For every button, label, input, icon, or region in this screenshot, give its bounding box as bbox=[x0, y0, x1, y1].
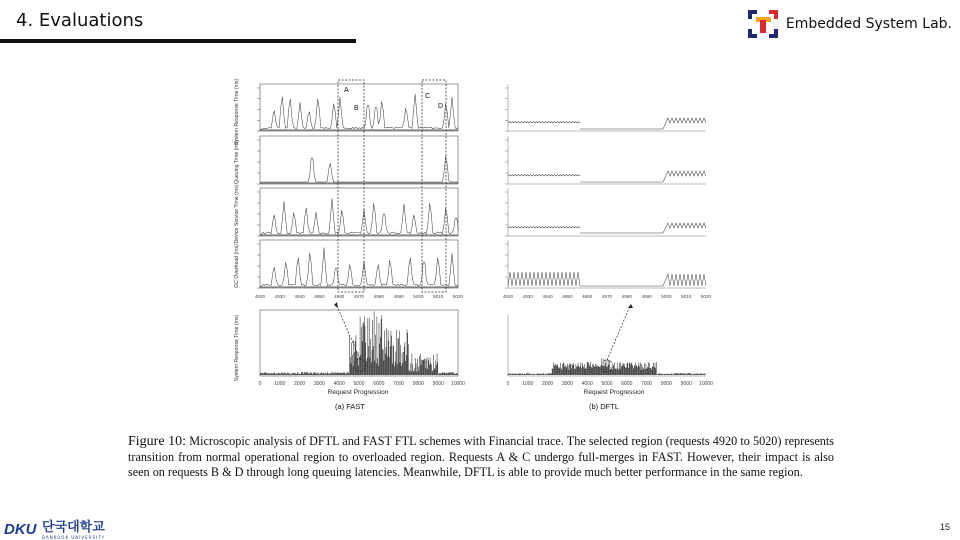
dftl-zoom-xtick-4: 4960 bbox=[582, 294, 593, 299]
dftl-overview-xtick-7: 7000 bbox=[641, 381, 653, 387]
fast-overview-xtick-2: 2000 bbox=[294, 381, 306, 387]
dftl-xlabel: Request Progression bbox=[583, 389, 645, 396]
fast-zoom-arrow bbox=[336, 304, 360, 359]
fast-overview-xtick-10: 10000 bbox=[451, 381, 465, 387]
university-english-name: DANKOOK UNIVERSITY bbox=[42, 535, 106, 540]
fast-zoom-xtick-7: 4990 bbox=[393, 294, 404, 299]
university-logo bbox=[4, 516, 105, 540]
fast-zoom-xtick-10: 5020 bbox=[452, 294, 464, 299]
fast-overview-xtick-6: 6000 bbox=[373, 381, 385, 387]
dftl-zoom-xtick-9: 5010 bbox=[681, 294, 692, 299]
fast-ylabel-gc: GC Overhead (ms) bbox=[234, 244, 240, 288]
fast-overview-xtick-9: 9000 bbox=[432, 381, 444, 387]
fast-ylabel-response: System Response Time (ms) bbox=[234, 78, 240, 146]
fast-zoom-xtick-6: 4980 bbox=[373, 294, 384, 299]
dftl-sublabel: (b) DFTL bbox=[589, 402, 619, 411]
dftl-zoom-region-circle bbox=[601, 360, 613, 372]
lab-name: Embedded System Lab. bbox=[785, 16, 952, 32]
fast-zoom-xtick-4: 4960 bbox=[334, 294, 345, 299]
dftl-overview-xtick-8: 8000 bbox=[660, 381, 672, 387]
fast-panel bbox=[255, 80, 465, 387]
fast-zoom-frame-3 bbox=[260, 240, 458, 288]
caption-label: Figure 10: bbox=[128, 434, 187, 449]
dftl-trace-0 bbox=[508, 118, 706, 129]
dftl-zoom-xtick-0: 4920 bbox=[502, 294, 514, 299]
dftl-trace-1 bbox=[508, 171, 706, 182]
dftl-overview-xtick-6: 6000 bbox=[621, 381, 633, 387]
fast-zoom-frame-2 bbox=[260, 188, 458, 236]
region-label-a: A bbox=[344, 87, 349, 94]
dftl-zoom-arrow bbox=[607, 306, 630, 360]
dftl-zoom-xtick-10: 5020 bbox=[700, 294, 712, 299]
fast-overview-xtick-3: 3000 bbox=[313, 381, 325, 387]
title-underline bbox=[0, 39, 356, 43]
fast-overview-xtick-0: 0 bbox=[258, 381, 262, 387]
lab-header bbox=[746, 8, 952, 40]
fast-trace-1 bbox=[260, 156, 458, 183]
highlight-box-ab bbox=[338, 80, 364, 292]
dftl-overview-trace bbox=[508, 358, 705, 375]
fast-zoom-frame-1 bbox=[260, 136, 458, 184]
university-korean-name: 단국대학교 bbox=[42, 520, 105, 535]
figure-10 bbox=[226, 76, 726, 416]
fast-zoom-xtick-3: 4950 bbox=[314, 294, 325, 299]
fast-overview-xtick-5: 5000 bbox=[353, 381, 365, 387]
fast-overview-xtick-8: 8000 bbox=[412, 381, 424, 387]
dftl-zoom-xtick-5: 4970 bbox=[601, 294, 613, 299]
region-label-c: C bbox=[425, 93, 431, 100]
fast-overview-frame bbox=[260, 310, 458, 376]
fast-zoom-xtick-5: 4970 bbox=[353, 294, 365, 299]
dftl-zoom-xtick-3: 4950 bbox=[562, 294, 573, 299]
dftl-zoom-xtick-6: 4980 bbox=[621, 294, 632, 299]
dftl-panel bbox=[503, 84, 713, 387]
dftl-overview-xtick-9: 9000 bbox=[680, 381, 692, 387]
slide-title: 4. Evaluations bbox=[16, 10, 144, 31]
fast-overview-xtick-4: 4000 bbox=[333, 381, 345, 387]
fast-overview-xtick-7: 7000 bbox=[393, 381, 405, 387]
dftl-zoom-arrowhead bbox=[628, 304, 633, 308]
region-label-d: D bbox=[438, 103, 444, 110]
fast-overview-trace bbox=[260, 311, 457, 375]
dftl-zoom-xtick-2: 4940 bbox=[542, 294, 553, 299]
fast-trace-2 bbox=[260, 198, 458, 235]
fast-trace-3 bbox=[260, 248, 458, 287]
fast-zoom-xtick-1: 4930 bbox=[274, 294, 285, 299]
dku-logo-icon bbox=[4, 518, 38, 538]
fast-ylabel-service: Device Service Time (ms) bbox=[234, 184, 240, 244]
lab-logo-icon bbox=[746, 8, 780, 40]
dftl-overview-xtick-5: 5000 bbox=[601, 381, 613, 387]
dftl-overview-xtick-0: 0 bbox=[506, 381, 510, 387]
caption-text: Microscopic analysis of DFTL and FAST FTL schemes with Financial trace. The selected region (requests 4920 to 5020) represents transition from normal operational region to overloaded region. Requests A & C undergo full-merges in FAST. However, their impact is also seen on requests B & D through long queuing latencies. Meanwhile, DFTL is able to provide much better performance in the same region. bbox=[128, 434, 834, 480]
fast-sublabel: (a) FAST bbox=[334, 402, 366, 411]
dftl-trace-2 bbox=[508, 223, 706, 233]
page-number: 15 bbox=[939, 522, 950, 532]
highlight-box-cd bbox=[422, 80, 446, 292]
fast-xlabel: Request Progression bbox=[327, 389, 389, 396]
fast-overview-xtick-1: 1000 bbox=[274, 381, 286, 387]
dftl-zoom-xtick-1: 4930 bbox=[522, 294, 533, 299]
dftl-overview-xtick-4: 4000 bbox=[581, 381, 593, 387]
dftl-overview-xtick-1: 1000 bbox=[522, 381, 534, 387]
dftl-overview-xtick-10: 10000 bbox=[699, 381, 713, 387]
figure-caption bbox=[128, 434, 834, 481]
svg-text:DKU: DKU bbox=[4, 521, 37, 538]
fast-zoom-frame-0 bbox=[260, 84, 458, 131]
fast-ylabel-overview: System Response Time (ms) bbox=[234, 314, 240, 382]
dftl-overview-xtick-3: 3000 bbox=[561, 381, 573, 387]
fast-zoom-xtick-8: 5000 bbox=[413, 294, 424, 299]
fast-ylabel-queuing: Queuing Time (ms) bbox=[234, 139, 240, 185]
dftl-trace-3 bbox=[508, 272, 706, 286]
fast-zoom-xtick-9: 5010 bbox=[433, 294, 444, 299]
fast-zoom-arrowhead bbox=[334, 302, 338, 308]
fast-zoom-xtick-0: 4920 bbox=[254, 294, 266, 299]
dftl-zoom-xtick-7: 4990 bbox=[641, 294, 652, 299]
region-label-b: B bbox=[354, 105, 359, 112]
dftl-zoom-xtick-8: 5000 bbox=[661, 294, 672, 299]
fast-zoom-xtick-2: 4940 bbox=[294, 294, 305, 299]
dftl-overview-xtick-2: 2000 bbox=[542, 381, 554, 387]
